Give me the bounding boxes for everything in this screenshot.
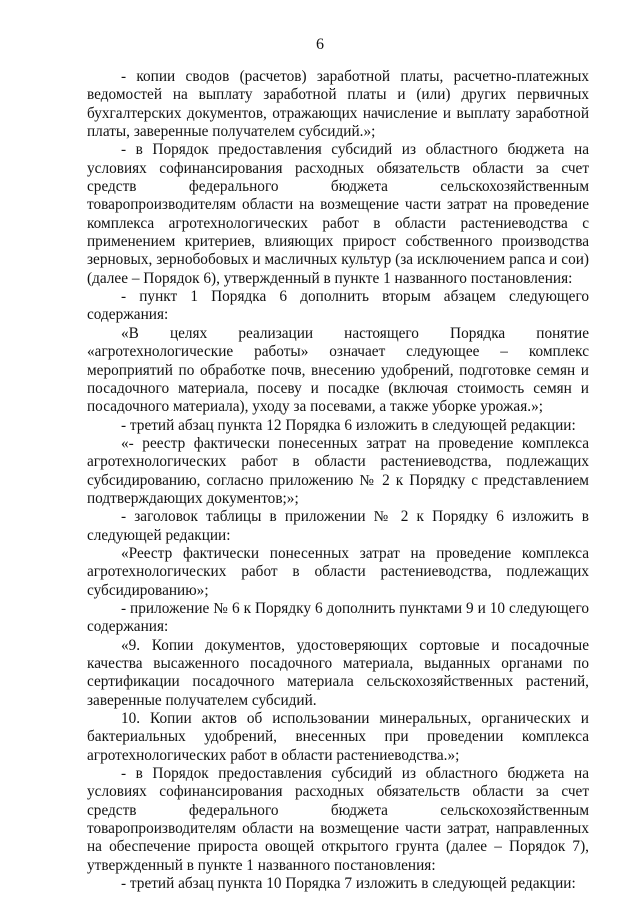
- paragraph: - пункт 1 Порядка 6 дополнить вторым абзацем следующего содержания:: [87, 288, 589, 324]
- paragraph: 10. Копии актов об использовании минеральных, органических и бактериальных удобрений, внесенных при проведении комплекса агротехнологических работ в области растениеводства.»;: [87, 710, 589, 764]
- document-body: [87, 68, 589, 893]
- paragraph: - приложение № 6 к Порядку 6 дополнить пунктами 9 и 10 следующего содержания:: [87, 599, 589, 636]
- page-number: 6: [316, 36, 324, 53]
- paragraph: - в Порядок предоставления субсидий из областного бюджета на условиях софинансирования расходных обязательств области за счет средств федерального бюджета сельскохозяйственным товаропроизводителям области на возмещение части затрат, направленных на обеспечение прироста овощей открытого грунта (далее – Порядок 7), утвержденный в пункте 1 названного постановления:: [87, 765, 589, 874]
- paragraph: - заголовок таблицы в приложении № 2 к Порядку 6 изложить в следующей редакции:: [87, 508, 589, 544]
- paragraph: «9. Копии документов, удостоверяющих сортовые и посадочные качества высаженного посадочного материала, выданных органами по сертификации посадочного материала сельскохозяйственных растений, заверенные получателем субсидий.: [87, 636, 589, 709]
- paragraph: «- реестр фактически понесенных затрат на проведение комплекса агротехнологических работ в области растениеводства, подлежащих субсидированию, согласно приложению № 2 к Порядку с представлением подтверждающих документов;»;: [87, 434, 589, 507]
- paragraph: «В целях реализации настоящего Порядка понятие «агротехнологические работы» означает следующее – комплекс мероприятий по обработке почв, внесению удобрений, подготовке семян и посадочного материала, посеву и посадке (включая стоимость семян и посадочного материала), уходу за посевами, а также уборке урожая.»;: [87, 324, 589, 416]
- paragraph: - копии сводов (расчетов) заработной платы, расчетно-платежных ведомостей на выплату заработной платы и (или) других первичных бухгалтерских документов, отражающих начисление и выплату заработной платы, заверенные получателем субсидий.»;: [87, 68, 589, 141]
- paragraph: - третий абзац пункта 12 Порядка 6 изложить в следующей редакции:: [121, 416, 576, 434]
- paragraph: «Реестр фактически понесенных затрат на проведение комплекса агротехнологических работ в области растениеводства, подлежащих субсидированию»;: [87, 544, 589, 599]
- paragraph: - третий абзац пункта 10 Порядка 7 изложить в следующей редакции:: [121, 875, 576, 893]
- paragraph: - в Порядок предоставления субсидий из областного бюджета на условиях софинансирования расходных обязательств области за счет средств федерального бюджета сельскохозяйственным товаропроизводителям области на возмещение части затрат на проведение комплекса агротехнологических работ в области растениеводства с применением критериев, влияющих прирост собственного производства зерновых, зернобобовых и масличных культур (за исключением рапса и сои) (далее – Порядок 6), утвержденный в пункте 1 названного постановления:: [87, 141, 589, 287]
